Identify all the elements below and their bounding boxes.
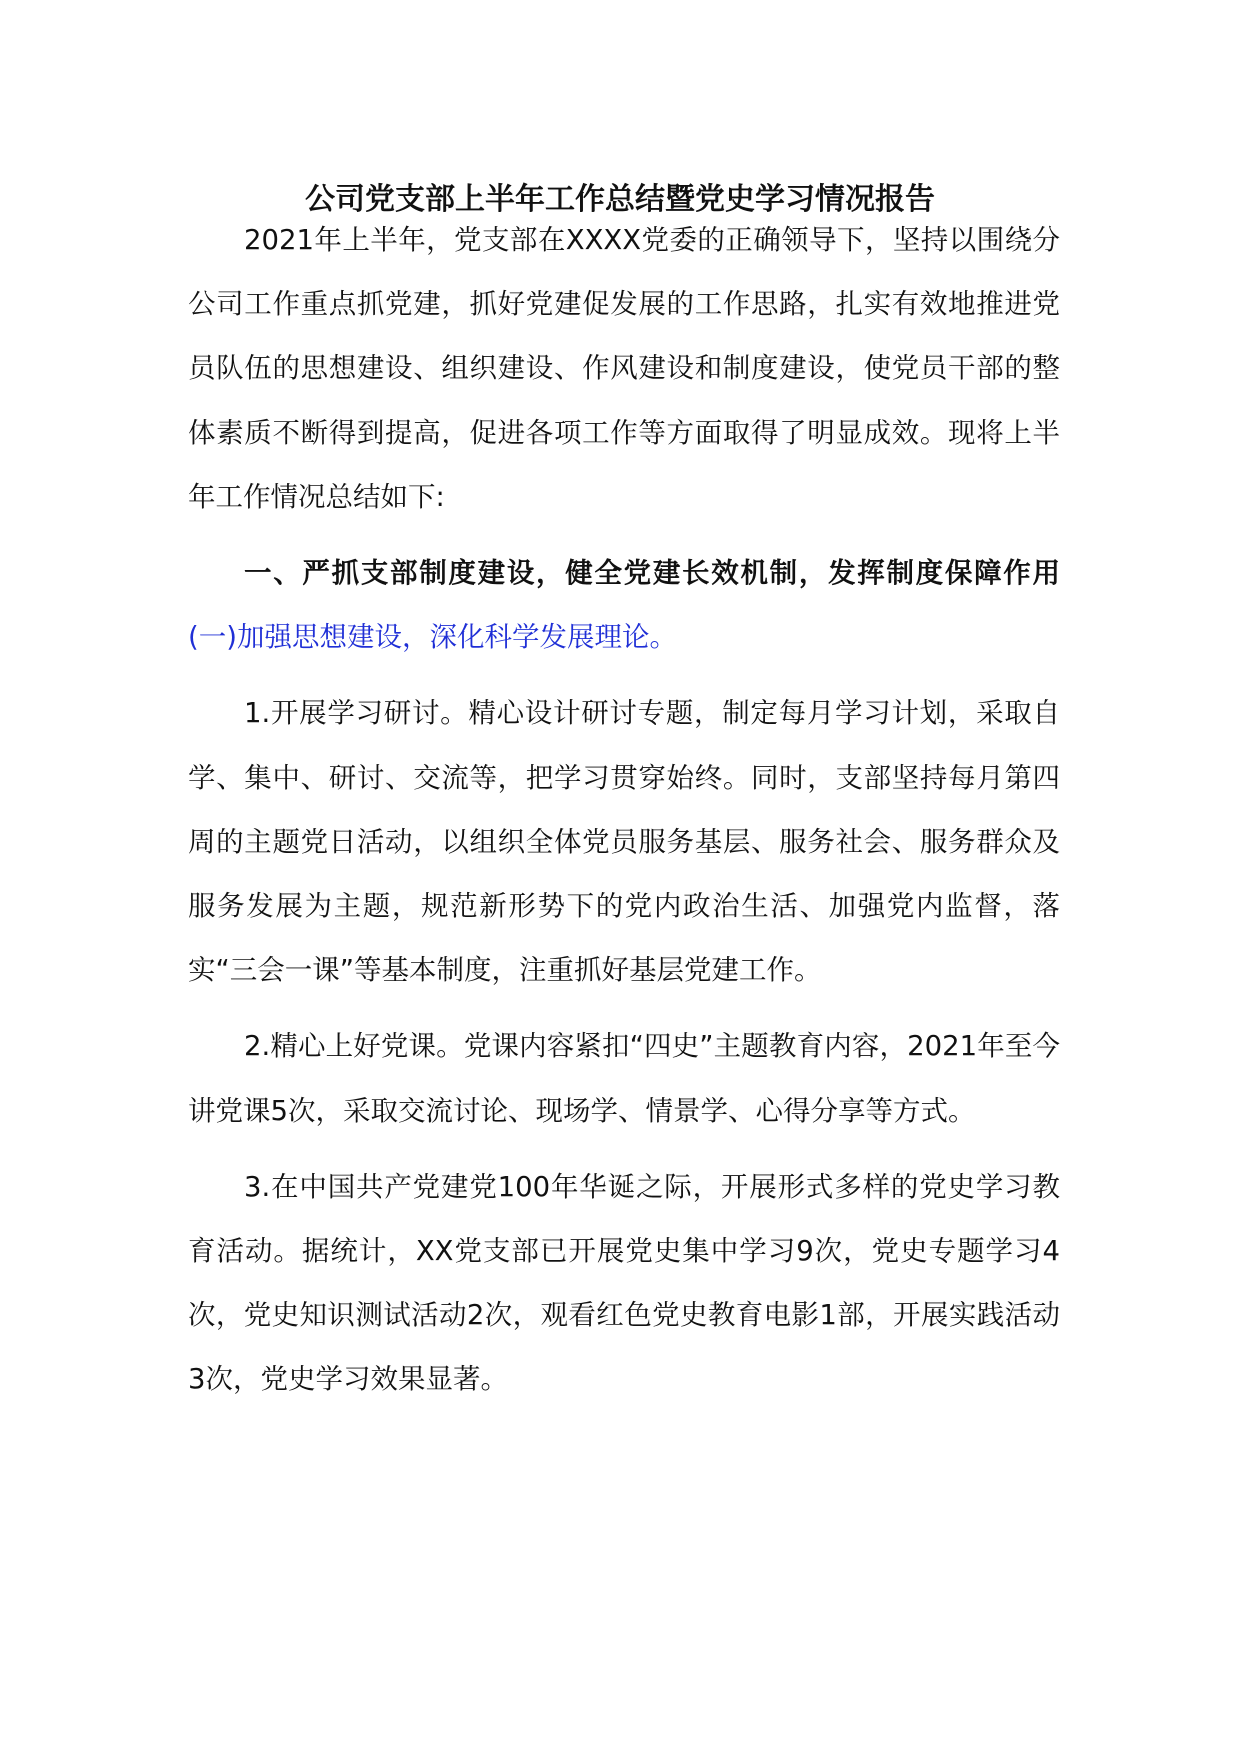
section-1-subheading: (一)加强思想建设，深化科学发展理论。 [188, 621, 677, 654]
item-2-paragraph: 2.精心上好党课。党课内容紧扣“四史”主题教育内容，2021年至今讲党课5次，采取交流讨论、现场学、情景学、心得分享等方式。 [188, 1030, 1060, 1127]
document-body [188, 208, 1060, 1412]
item-1-paragraph: 1.开展学习研讨。精心设计研讨专题，制定每月学习计划，采取自学、集中、研讨、交流等，把学习贯穿始终。同时，支部坚持每月第四周的主题党日活动，以组织全体党员服务基层、服务社会、服务群众及服务发展为主题，规范新形势下的党内政治生活、加强党内监督，落实“三会一课”等基本制度，注重抓好基层党建工作。 [188, 697, 1060, 987]
item-3-paragraph: 3.在中国共产党建党100年华诞之际，开展形式多样的党史学习教育活动。据统计，XX党支部已开展党史集中学习9次，党史专题学习4次，党史知识测试活动2次，观看红色党史教育电影1部，开展实践活动3次，党史学习效果显著。 [188, 1170, 1060, 1396]
section-1-heading: 一、严抓支部制度建设，健全党建长效机制，发挥制度保障作用 [244, 557, 1060, 590]
intro-paragraph: 2021年上半年，党支部在XXXX党委的正确领导下，坚持以围绕分公司工作重点抓党建，抓好党建促发展的工作思路，扎实有效地推进党员队伍的思想建设、组织建设、作风建设和制度建设，使党员干部的整体素质不断得到提高，促进各项工作等方面取得了明显成效。现将上半年工作情况总结如下: [188, 224, 1060, 513]
document-title: 公司党支部上半年工作总结暨党史学习情况报告 [305, 182, 935, 217]
section-1-heading-paragraph [188, 541, 1060, 669]
